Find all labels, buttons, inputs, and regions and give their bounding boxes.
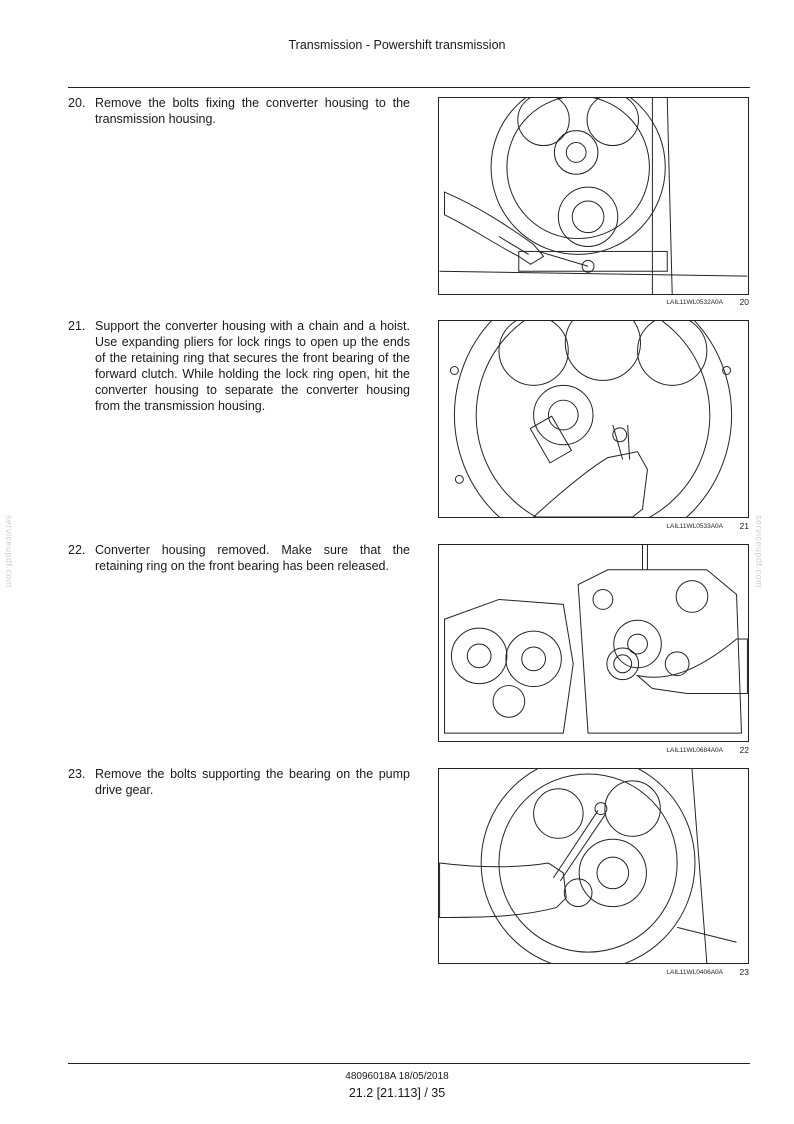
step-23 <box>68 766 410 798</box>
step-text: Remove the bolts fixing the converter housing to the transmission housing. <box>95 96 410 126</box>
watermark-right: serviceupdf.com <box>754 515 764 589</box>
figure-number: 21 <box>739 521 749 531</box>
figure-code: LAIL11WL0532A0A <box>666 299 723 306</box>
figure-22-illustration <box>438 544 749 742</box>
figure-number: 20 <box>739 297 749 307</box>
footer-page-number: 21.2 [21.113] / 35 <box>348 1086 446 1100</box>
figure-code: LAIL11WL0406A0A <box>666 969 723 976</box>
watermark-left: serviceupdf.com <box>4 515 14 589</box>
figure-21-illustration <box>438 320 749 518</box>
page-header-title: Transmission - Powershift transmission <box>288 38 506 52</box>
figure-number: 23 <box>739 967 749 977</box>
figure-code: LAIL11WL0684A0A <box>666 747 723 754</box>
footer-document-id: 48096018A 18/05/2018 <box>345 1071 449 1082</box>
step-text: Support the converter housing with a chain and a hoist. Use expanding pliers for lock rings to open up the ends of the retaining ring that secures the front bearing of the forward clutch. While holding the lock ring open, hit the converter housing to separate the converter housing from the transmission housing. <box>95 319 410 413</box>
figure-number: 22 <box>739 745 749 755</box>
step-number: 21. <box>68 319 86 333</box>
step-number: 22. <box>68 543 86 557</box>
step-21 <box>68 318 410 414</box>
step-20 <box>68 95 410 127</box>
step-number: 20. <box>68 96 86 110</box>
step-22 <box>68 542 410 574</box>
step-text: Converter housing removed. Make sure that the retaining ring on the front bearing has been released. <box>95 543 410 573</box>
header-rule <box>68 87 750 88</box>
figure-20-illustration <box>438 97 749 295</box>
step-text: Remove the bolts supporting the bearing on the pump drive gear. <box>95 767 410 797</box>
figure-23-illustration <box>438 768 749 964</box>
figure-code: LAIL11WL0533A0A <box>666 523 723 530</box>
footer-rule <box>68 1063 750 1064</box>
step-number: 23. <box>68 767 86 781</box>
